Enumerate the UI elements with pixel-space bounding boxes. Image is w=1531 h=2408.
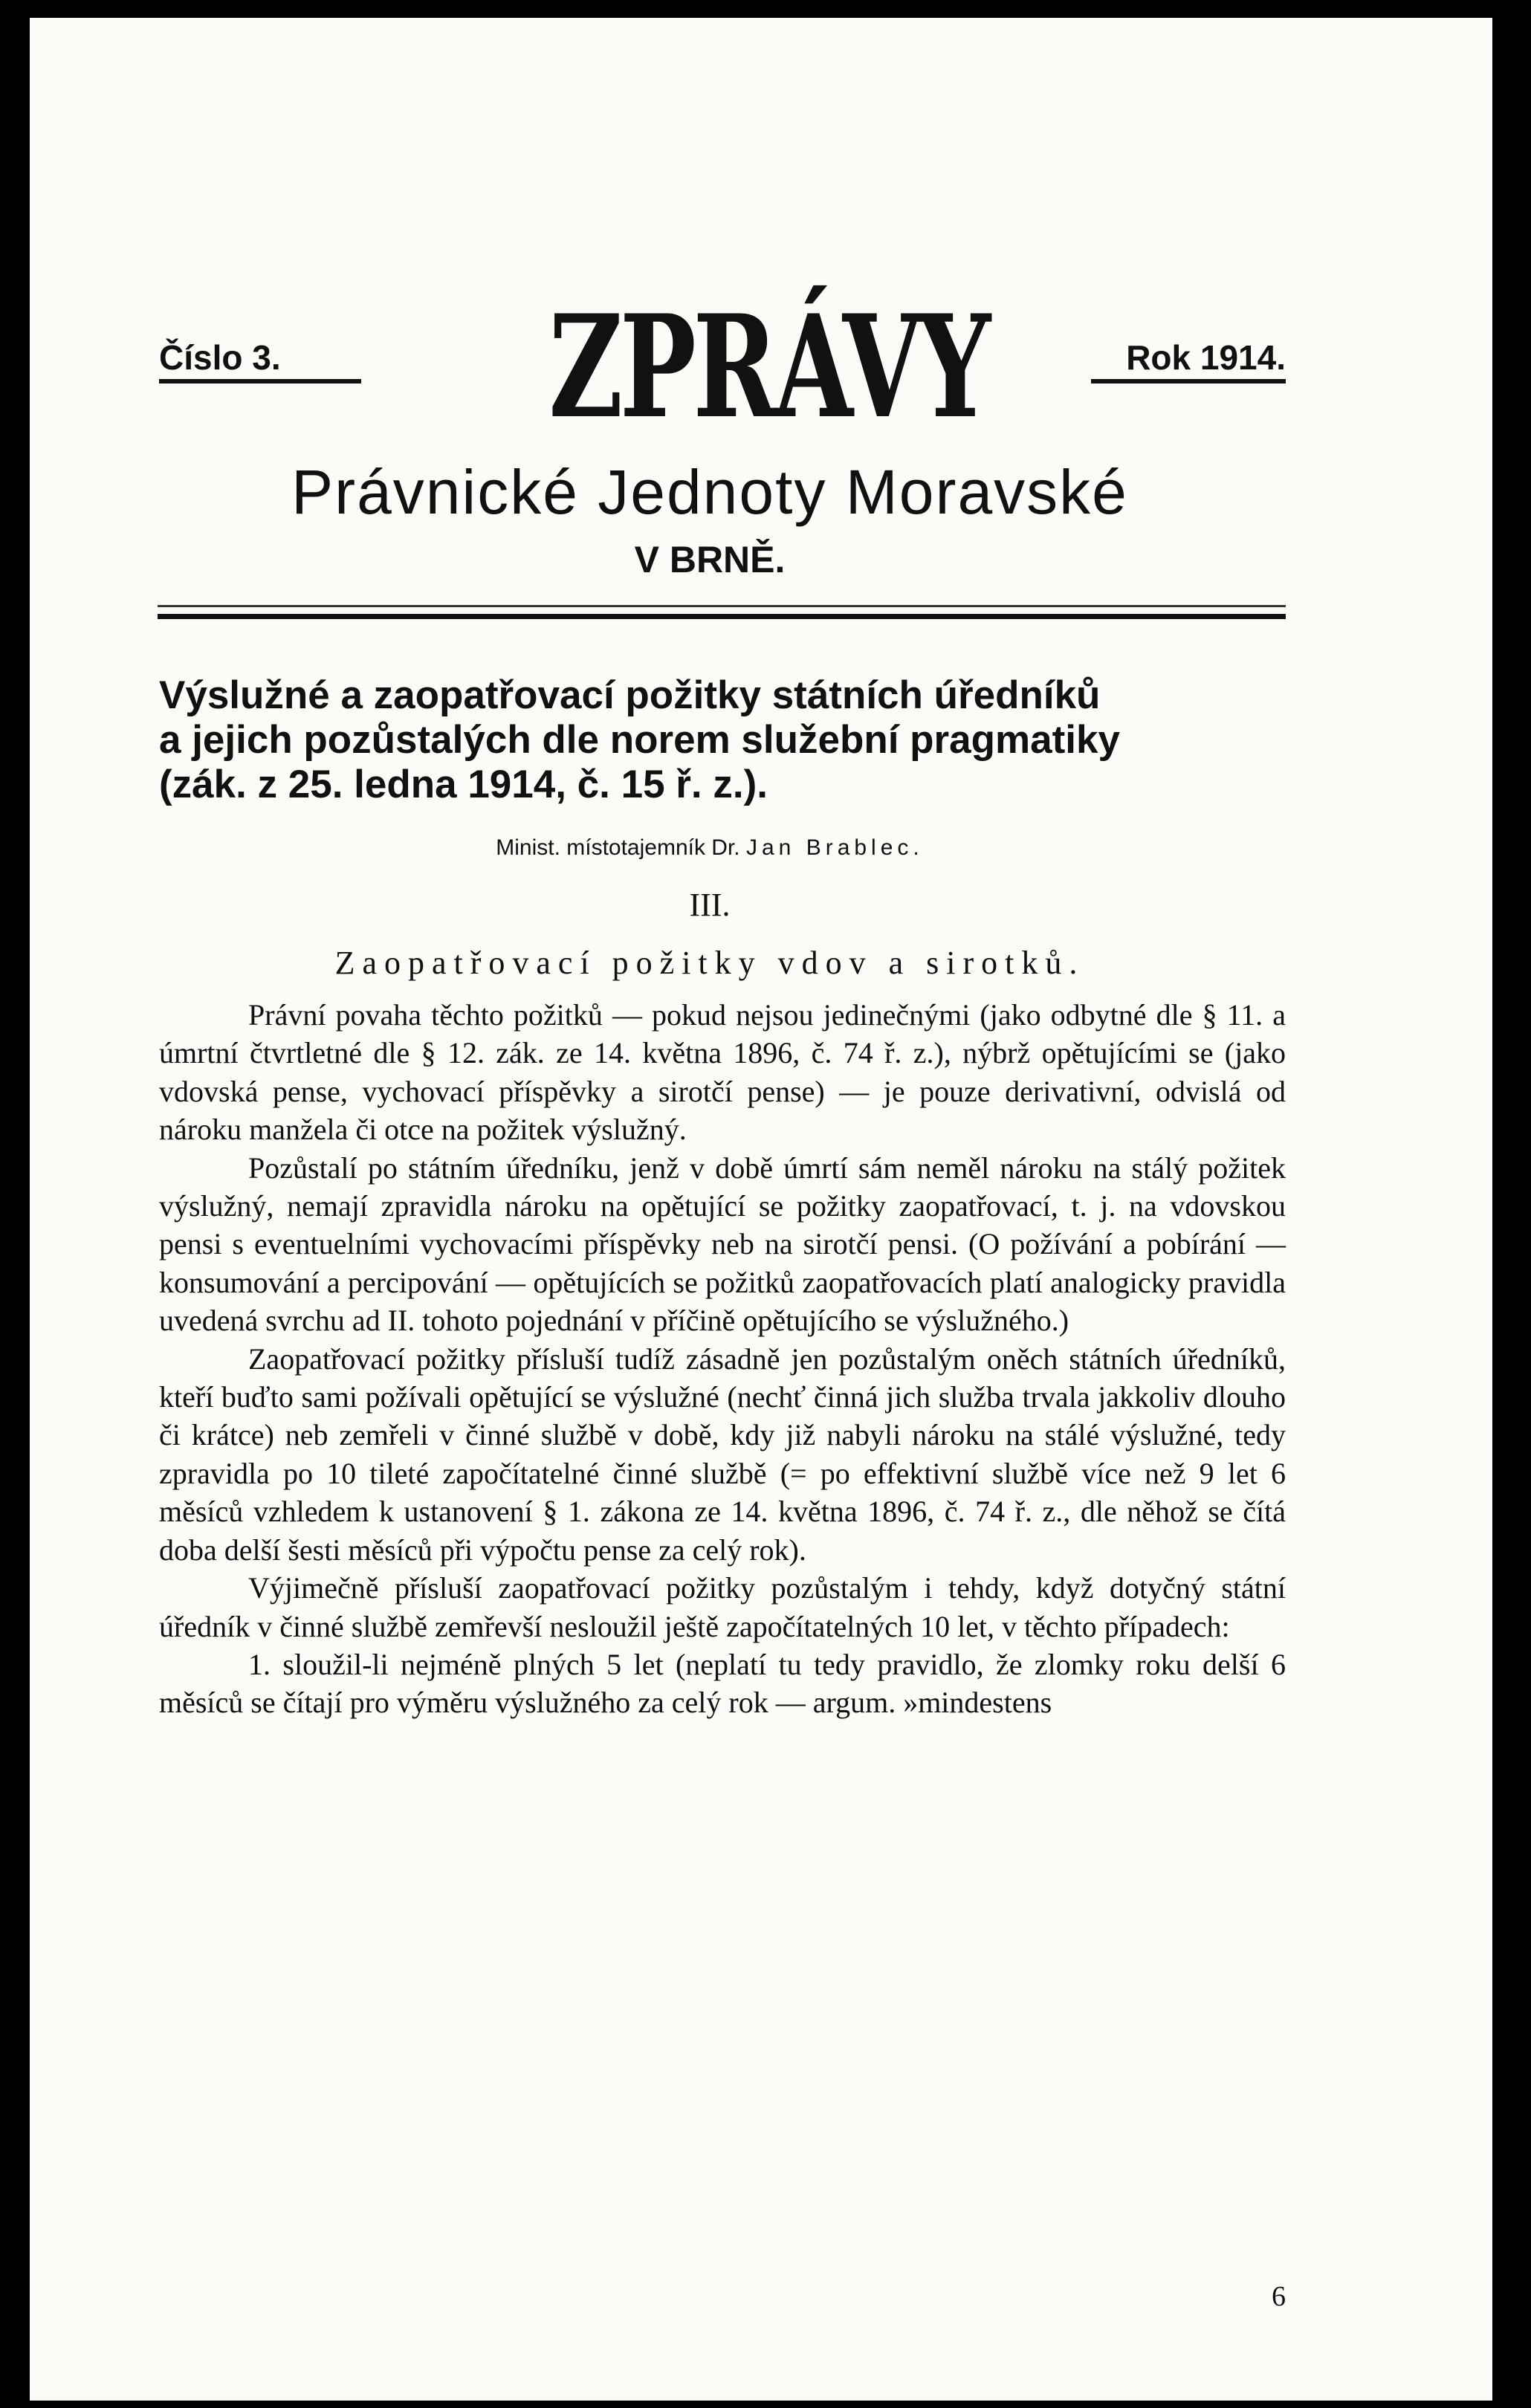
year-underline bbox=[1091, 379, 1286, 383]
document-page bbox=[30, 18, 1492, 2401]
author-title: Minist. místotajemník Dr. bbox=[496, 835, 740, 860]
article-author bbox=[134, 835, 1286, 861]
section-number: III. bbox=[689, 887, 731, 923]
article-title-line: Výslužné a zaopatřovací požitky státních úředníků bbox=[159, 673, 1101, 717]
masthead bbox=[134, 284, 1286, 450]
article-body bbox=[159, 996, 1286, 1722]
author-name: Jan Brablec. bbox=[745, 835, 924, 860]
article-title-line: (zák. z 25. ledna 1914, č. 15 ř. z.). bbox=[159, 763, 768, 806]
issue-underline bbox=[159, 379, 361, 383]
journal-city: V BRNĚ. bbox=[634, 539, 786, 580]
header-rule-thick bbox=[158, 614, 1286, 619]
page-number: 6 bbox=[1272, 2281, 1286, 2312]
paragraph: 1. sloužil-li nejméně plných 5 let (neplatí tu tedy pravidlo, že zlomky roku delší 6 měsíců se čítají pro výměru výslužného za celý rok — argum. »mindestens bbox=[159, 1647, 1286, 1720]
issue-number: Číslo 3. bbox=[159, 338, 281, 377]
issue-year: Rok 1914. bbox=[1126, 338, 1286, 377]
paragraph: Zaopatřovací požitky přísluší tudíž zásadně jen pozůstalým oněch státních úředníků, kteří buďto sami požívali opětující se výslužné (nechť činná jich služba trvala jakkoliv dlouho či krátce) neb zemřeli v činné službě v době, kdy již nabyli nároku na stálé výslužné, tedy zpravidla po 10 tileté započítatelné činné službě (= po effektivní službě více než 9 let 6 měsíců vzhledem k ustanovení § 1. zákona ze 14. května 1896, č. 74 ř. z., dle něhož se čítá doba delší šesti měsíců při výpočtu pense za celý rok). bbox=[159, 1341, 1286, 1567]
journal-subtitle: Právnické Jednoty Moravské bbox=[291, 457, 1128, 527]
paragraph: Výjimečně přísluší zaopatřovací požitky pozůstalým i tehdy, když dotyčný státní úředník v činné službě zemřevší nesloužil ještě započítatelných 10 let, v těchto případech: bbox=[159, 1571, 1286, 1643]
article-title bbox=[159, 673, 1286, 807]
journal-title: ZPRÁVY bbox=[548, 284, 988, 450]
article-title-line: a jejich pozůstalých dle norem služební pragmatiky bbox=[159, 718, 1120, 762]
paragraph: Pozůstalí po státním úředníku, jenž v době úmrtí sám neměl nároku na stálý požitek výslužný, nemají zpravidla nároku na opětující se požitky zaopatřovací, t. j. na vdovskou pensi s eventuelními vychovacími příspěvky neb na sirotčí pensi. (O požívání a pobírání — konsumování a percipování — opětujících se požitků zaopatřovacích platí analogicky pravidla uvedená svrchu ad II. tohoto pojednání v příčině opětujícího se výslužného.) bbox=[159, 1150, 1286, 1338]
header-rule-thin bbox=[158, 605, 1286, 607]
section-title: Zaopatřovací požitky vdov a sirotků. bbox=[334, 945, 1085, 981]
paragraph: Právní povaha těchto požitků — pokud nejsou jedinečnými (jako odbytné dle § 11. a úmrtní čtvrtletné dle § 12. zák. ze 14. května 1896, č. 74 ř. z.), nýbrž opětujícími se (jako vdovská pense, vychovací příspěvky a sirotčí pense) — je pouze derivativní, odvislá od nároku manžela či otce na požitek výslužný. bbox=[159, 998, 1286, 1147]
